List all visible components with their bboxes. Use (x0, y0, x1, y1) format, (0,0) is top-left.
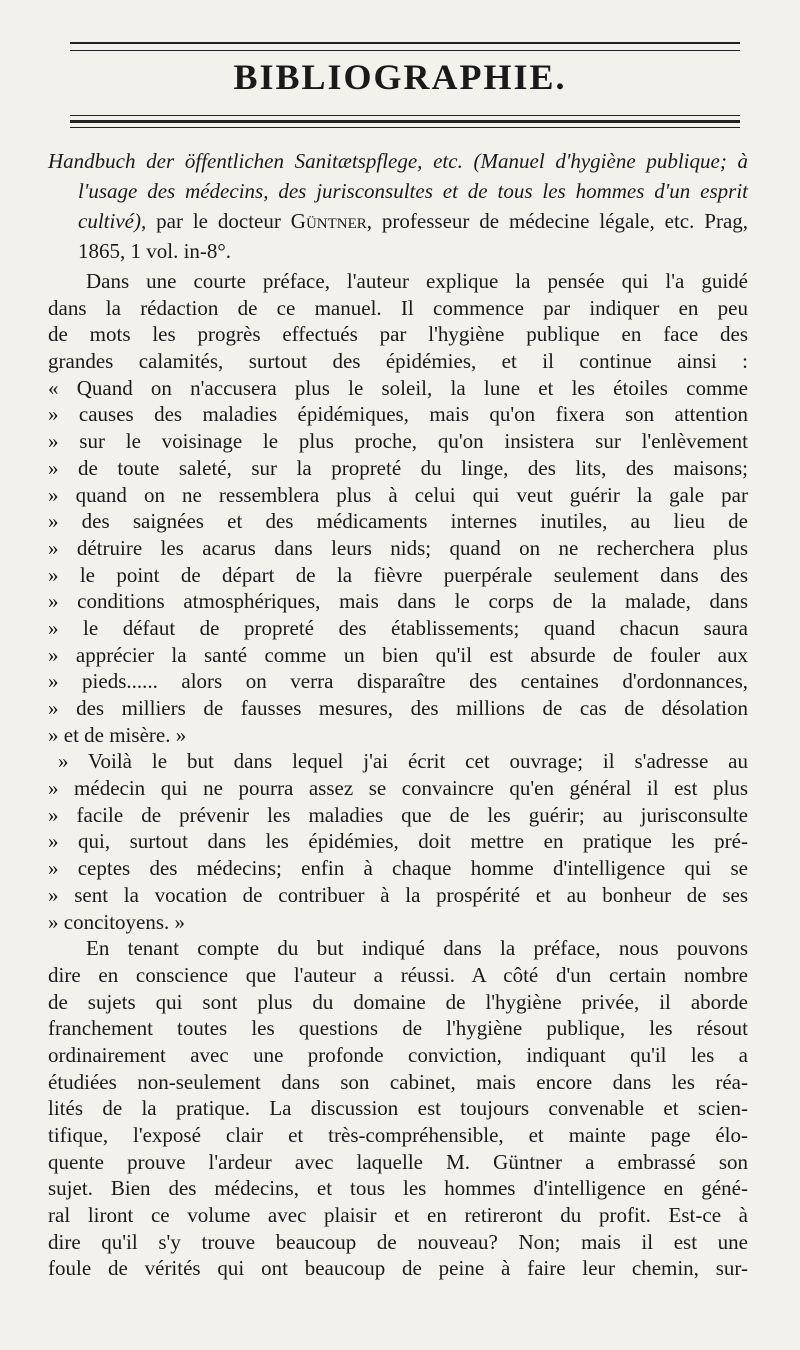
reference-author: Güntner (290, 209, 367, 233)
text-line: » conditions atmosphériques, mais dans le corps de la malade, dans (48, 589, 748, 614)
text-line: » détruire les acarus dans leurs nids; quand on ne recherchera plus (48, 535, 748, 560)
text-line: Dans une courte préface, l'auteur explique la pensée qui l'a guidé (86, 269, 748, 293)
text-line: ordinairement avec une profonde conviction, indiquant qu'il les a (48, 1042, 748, 1067)
text-line: » concitoyens. » (48, 909, 186, 934)
reference-details: , professeur de médecine légale, etc. Prag, 1865, 1 vol. in-8°. (78, 209, 749, 263)
text-line: » pieds...... alors on verra disparaître des centaines d'ordonnances, (48, 669, 748, 694)
text-line: » des saignées et des médicaments internes inutiles, au lieu de (48, 509, 748, 534)
text-line: foule de vérités qui ont beaucoup de peine à faire leur chemin, sur- (48, 1256, 748, 1281)
text-line: franchement toutes les questions de l'hygiène publique, les résout (48, 1016, 748, 1041)
text-line: sujet. Bien des médecins, et tous les hommes d'intelligence en géné- (48, 1176, 748, 1201)
text-line: » sur le voisinage le plus proche, qu'on insistera sur l'enlèvement (48, 429, 748, 454)
reference-par: par le docteur (156, 209, 281, 233)
text-line: lités de la pratique. La discussion est toujours convenable et scien- (48, 1096, 748, 1121)
text-line: » le défaut de propreté des établissements; quand chacun saura (48, 615, 748, 640)
text-line: dire en conscience que l'auteur a réussi. A côté d'un certain nombre (48, 962, 748, 987)
top-rule (70, 42, 740, 44)
text-line: » qui, surtout dans les épidémies, doit mettre en pratique les pré- (48, 829, 748, 854)
text-line: dire qu'il s'y trouve beaucoup de nouveau? Non; mais il est une (48, 1229, 748, 1254)
text-line: grandes calamités, surtout des épidémies, et il continue ainsi : (48, 349, 748, 374)
text-line: » ceptes des médecins; enfin à chaque homme d'intelligence qui se (48, 856, 748, 881)
text-line: » causes des maladies épidémiques, mais qu'on fixera son attention (48, 402, 748, 427)
text-line: » de toute saleté, sur la propreté du linge, des lits, des maisons; (48, 455, 748, 480)
text-line: » Voilà le but dans lequel j'ai écrit cet ouvrage; il s'adresse au (58, 749, 748, 774)
text-line: quente prouve l'ardeur avec laquelle M. Güntner a embrassé son (48, 1149, 748, 1174)
top-rule-thin (70, 50, 740, 51)
page-title: BIBLIOGRAPHIE. (233, 57, 567, 97)
text-line: dans la rédaction de ce manuel. Il commence par indiquer en peu (48, 295, 748, 320)
text-line: de mots les progrès effectués par l'hygiène publique en face des (48, 322, 748, 347)
bibliographic-reference (48, 146, 748, 266)
text-line: » des milliers de fausses mesures, des millions de cas de désolation (48, 696, 748, 720)
text-line: ral liront ce volume avec plaisir et en retireront du profit. Est-ce à (48, 1203, 748, 1228)
reference-title: Handbuch der öffentlichen Sanitætspflege, etc. (Manuel d'hygiène publique; à l'usage des médecins, des jurisconsultes et de tous les hommes d'un esprit cultivé), (48, 149, 748, 233)
text-line: » le point de départ de la fièvre puerpérale seulement dans des (48, 562, 748, 587)
text-line: » sent la vocation de contribuer à la prospérité et au bonheur de ses (48, 882, 748, 907)
title-rule-thin (70, 115, 740, 116)
text-line: En tenant compte du but indiqué dans la préface, nous pouvons (86, 936, 748, 961)
text-line: » médecin qui ne pourra assez se convaincre qu'en général il est plus (48, 776, 748, 801)
text-line: » quand on ne ressemblera plus à celui qui veut guérir la gale par (48, 482, 748, 507)
text-line: étudiées non-seulement dans son cabinet, mais encore dans les réa- (48, 1069, 748, 1094)
text-line: » facile de prévenir les maladies que de les guérir; au jurisconsulte (48, 802, 748, 827)
text-line: » apprécier la santé comme un bien qu'il est absurde de fouler aux (48, 642, 748, 667)
reference-entry (48, 146, 748, 266)
title-rule-thick (70, 120, 740, 123)
text-line: tifique, l'exposé clair et très-compréhensible, et mainte page élo- (48, 1123, 748, 1147)
review-body (48, 268, 748, 1282)
text-line: » et de misère. » (48, 722, 187, 747)
title-rule-thin-2 (70, 127, 740, 128)
text-line: de sujets qui sont plus du domaine de l'hygiène privée, il aborde (48, 989, 748, 1014)
text-line: « Quand on n'accusera plus le soleil, la lune et les étoiles comme (48, 375, 748, 400)
